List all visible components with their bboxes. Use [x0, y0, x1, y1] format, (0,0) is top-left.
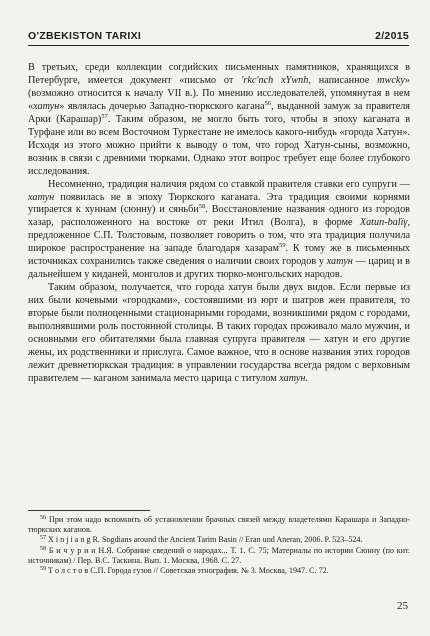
main-text	[28, 62, 410, 386]
footnote-ref: 58	[198, 203, 206, 211]
footnote-text: X i n j i a n g R. Sogdians around the Ancient Tarim Basin // Eran und Aneran, 2006. P. 523–524.	[46, 535, 363, 545]
text-run: — цариц и в дальнейшем у киданей, монголов и других тюрко-монгольских народов.	[28, 256, 410, 281]
text-run: , предложенное С.П. Толстовым, позволяет говорить о том, что эта традиция получила широкое распространение на западе благодаря хазарам	[28, 217, 410, 255]
text-run: В третьих, среди коллекции согдийских письменных памятников, хранящихся в Петербурге, имеется документ «письмо от	[28, 62, 410, 86]
footnote-number: 57	[40, 535, 46, 542]
paragraph-1	[28, 62, 410, 179]
footnote-number: 56	[40, 515, 46, 521]
text-run: , написанное	[308, 74, 378, 86]
footnote-number: 58	[40, 545, 46, 552]
footnotes	[28, 515, 410, 576]
footnote-ref: 56	[264, 99, 272, 107]
footnote-56	[28, 515, 410, 535]
footnote-text: При этом надо вспомнить об установлении брачных связей между владетелями Карашара и Западно-тюркских каганов.	[28, 515, 410, 535]
text-run: » (возможно относится к началу VII в.). По мнению исследователей, упомянутая в нем «	[28, 74, 410, 112]
footnote-58	[28, 546, 410, 566]
running-header	[28, 30, 409, 44]
text-run: Таким образом, получается, что города хатун были двух видов. Если первые из них были кочевыми «городками», состоявшими из юрт и шатров жен правителя, то вторые были полноценными стационарными городами, возникшими рядом с городами, выполнявшими роль постоянной столицы. В таких городах проживало мало мужчин, и основными его обитателями была главная супруга правителя — хатун и его другие жены, их родственники и прислуга. Самое важное, что в основе названия этих городов лежит древнетюркская традиция: в управлении государства всегда рядом с верховным правителем — каганом занимала место царица с титулом	[28, 282, 410, 384]
footnote-text: Т о л с т о в С.П. Города гузов // Советская этнография. № 3. Москва, 1947. С. 72.	[46, 566, 329, 576]
footnote-ref: 59	[279, 242, 286, 250]
text-run: » являлась дочерью Западно-тюркского кагана	[59, 100, 265, 112]
italic-term: хатун	[28, 191, 55, 203]
footnote-57	[28, 535, 410, 545]
italic-term: mwcky	[377, 74, 405, 86]
issue-number: 2/2015	[375, 30, 409, 42]
text-run: . Таким образом, не могло быть того, чтобы в эпоху каганата в Турфане или во всем Восточном Туркестане не имелось какого-нибудь «города Хатун». Исходя из этого можно прийти к выводу о том, что город Хатун-сыны, возможно, возник в связи с древними тюрками. Однако этот вопрос требует еще более глубокого исследования.	[28, 113, 411, 177]
text-run: Несомненно, традиция наличия рядом со ставкой правителя ставки его супруги —	[48, 178, 410, 190]
footnote-rule	[28, 510, 150, 511]
header-rule	[28, 45, 409, 46]
text-run: , выданной замуж за правителя Арки (Карашар)	[28, 100, 410, 125]
paragraph-3	[28, 282, 410, 386]
footnote-text: Б и ч у р и н Н.Я. Собрание сведений о народах... Т. 1. С. 75; Материалы по истории Сюнну (по кит. источникам) / Пер. B.C. Таскина. Вып. 1. Москва, 1968. С. 27.	[28, 545, 410, 565]
text-run: . Восстановление названия одного из городов хазар, расположенного на востоке от реки Итил (Волга), в форме	[28, 204, 410, 229]
italic-term: хатун	[279, 372, 306, 384]
paragraph-2	[28, 179, 410, 283]
italic-term: 'rkc'nch xYwnh	[241, 74, 309, 86]
footnote-number: 59	[40, 566, 46, 573]
footnote-59	[28, 566, 410, 576]
page-number: 25	[397, 600, 408, 612]
text-run: . К тому же в письменных источниках сохранились также сведения о наличии своих городов у	[28, 243, 411, 268]
text-run: .	[305, 372, 308, 384]
italic-term: хатун	[326, 256, 353, 268]
italic-term: Xatun-balïγ	[359, 217, 408, 229]
text-run: появилась не в эпоху Тюркского каганата. Эта традиция своими корнями упирается к хуннам (сюнну) и сяньби	[28, 191, 410, 216]
italic-term: хатун	[33, 100, 60, 112]
journal-title: O'ZBEKISTON TARIXI	[28, 30, 142, 42]
footnote-ref: 57	[101, 112, 108, 120]
